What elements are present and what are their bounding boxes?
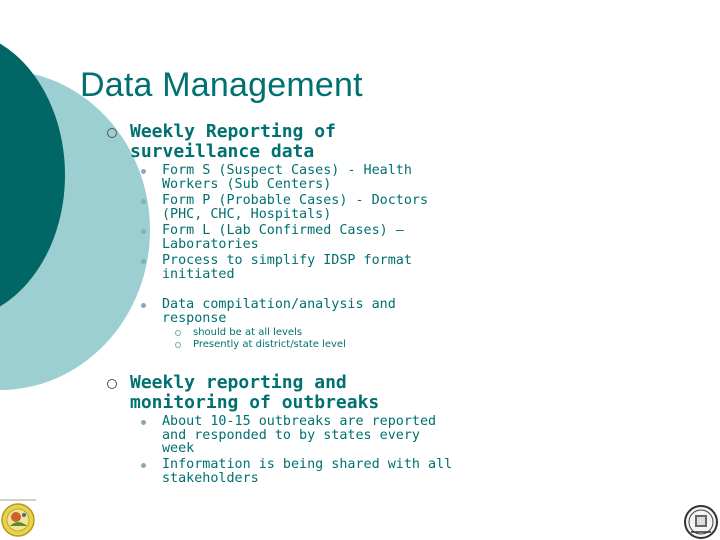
emblem-logo-icon [0, 498, 36, 540]
heading-line: Weekly Reporting of [130, 121, 336, 142]
list-item: Data compilation/analysis and response [162, 297, 396, 326]
item-bullet-icon [141, 259, 146, 264]
list-item: About 10-15 outbreaks are reported and responded to by states every week [162, 414, 437, 456]
section-heading-2 [130, 373, 379, 413]
item-bullet-icon [141, 229, 146, 234]
heading-line: monitoring of outbreaks [130, 392, 380, 413]
sub-list-item: Presently at district/state level [193, 339, 346, 350]
sub-list-item: should be at all levels [193, 327, 303, 338]
subitem-bullet-icon [175, 330, 181, 336]
list-item: Form P (Probable Cases) - Doctors (PHC, CHC, Hospitals) [162, 193, 429, 222]
item-bullet-icon [141, 199, 146, 204]
item-bullet-icon [141, 463, 146, 468]
heading-line: surveillance data [130, 141, 315, 162]
list-item: Form L (Lab Confirmed Cases) – Laboratories [162, 223, 404, 252]
slide-title: Data Management [80, 66, 363, 104]
list-item: Information is being shared with all stakeholders [162, 457, 453, 486]
section-heading-1 [130, 122, 336, 162]
list-item: Form S (Suspect Cases) - Health Workers (Sub Centers) [162, 163, 412, 192]
item-bullet-icon [141, 420, 146, 425]
section-bullet-icon [107, 379, 117, 389]
subitem-bullet-icon [175, 342, 181, 348]
item-bullet-icon [141, 169, 146, 174]
section-bullet-icon [107, 128, 117, 138]
item-bullet-icon [141, 303, 146, 308]
list-item: Process to simplify IDSP format initiated [162, 253, 412, 282]
seal-logo-icon [683, 502, 719, 540]
heading-line: Weekly reporting and [130, 372, 347, 393]
